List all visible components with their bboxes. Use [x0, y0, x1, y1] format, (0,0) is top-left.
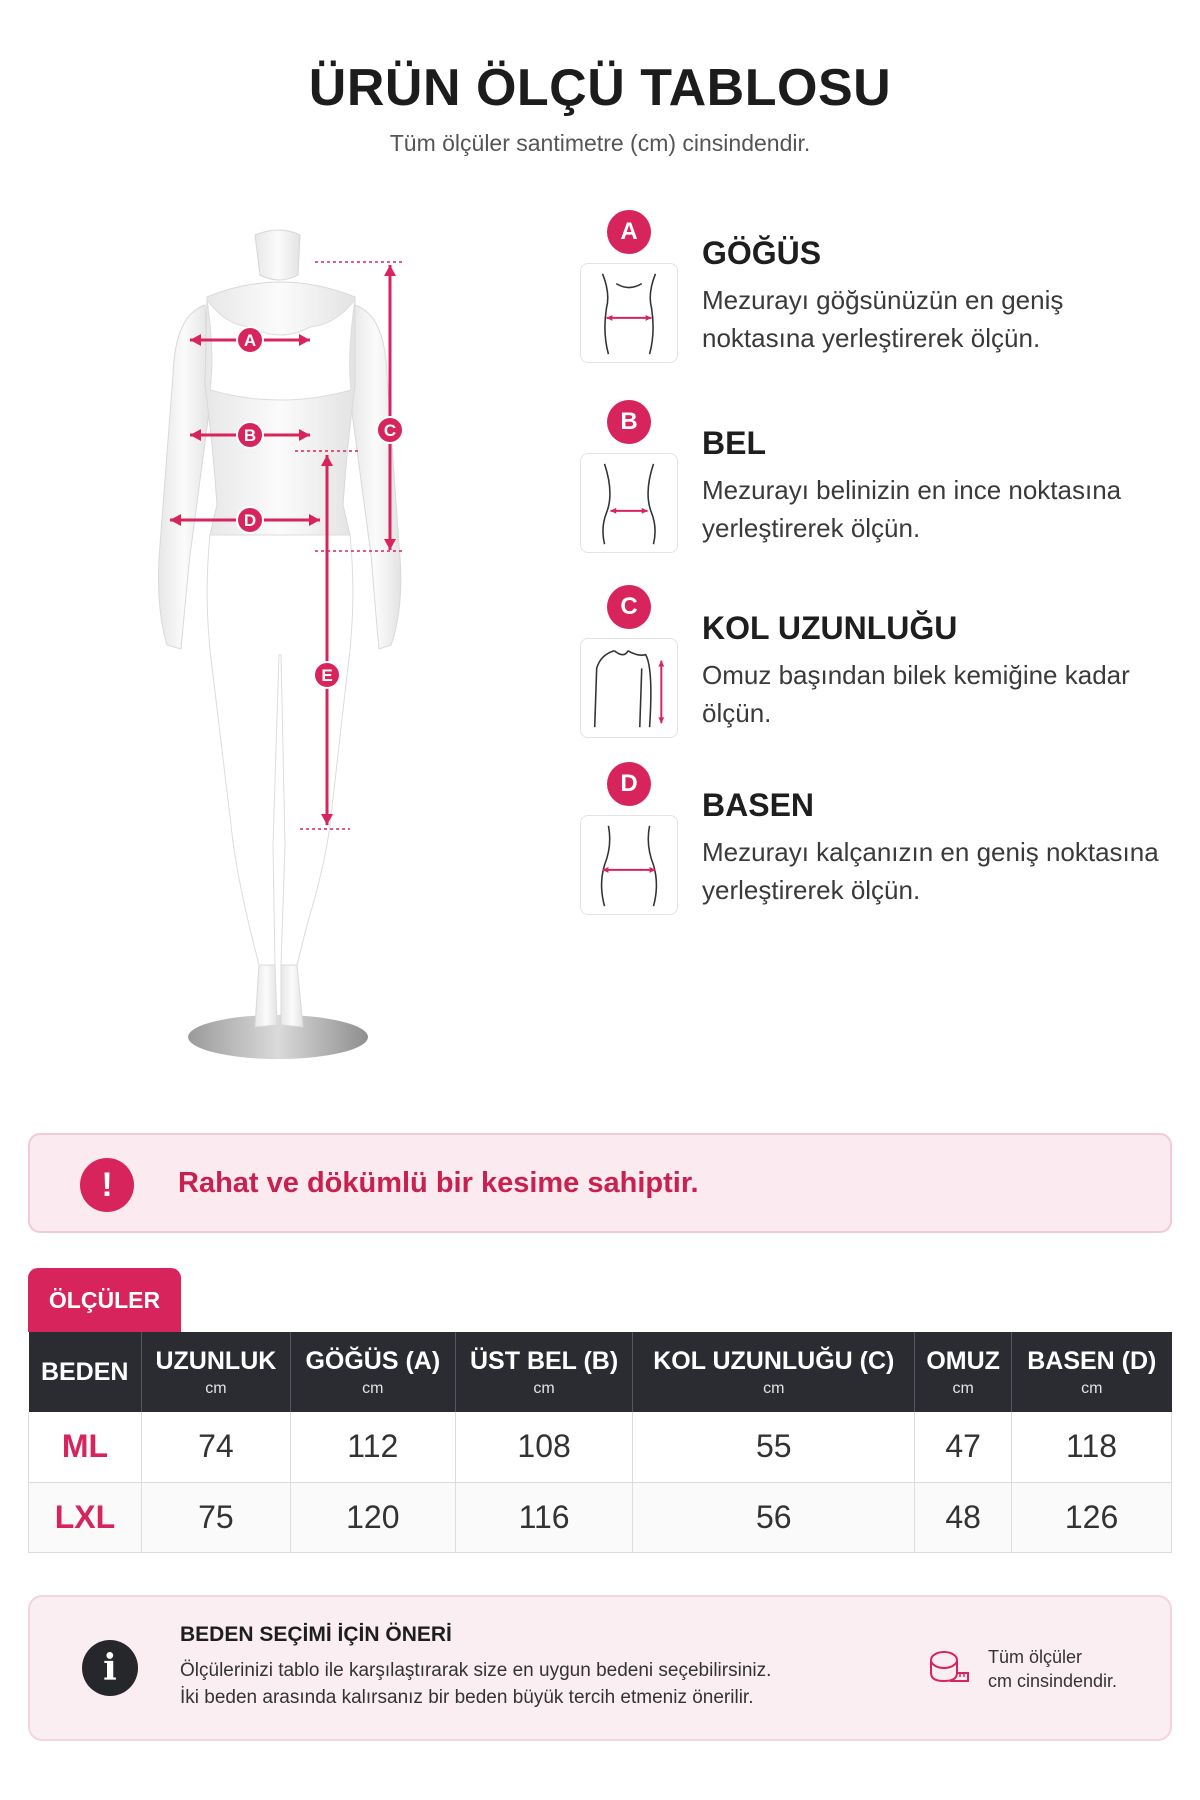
info-icon: i [82, 1640, 138, 1696]
guide-hip [570, 757, 1190, 922]
fit-notice [28, 1133, 1172, 1233]
table-cell: 112 [290, 1412, 455, 1482]
guide-title: BASEN [702, 787, 815, 823]
svg-text:E: E [321, 666, 333, 685]
guide-badge: D [607, 762, 651, 806]
svg-text:C: C [383, 421, 397, 440]
marker-c [377, 417, 403, 443]
hip-measure-icon [580, 815, 678, 915]
page-subtitle: Tüm ölçüler santimetre (cm) cinsindendir. [389, 130, 811, 156]
mannequin-figure [85, 205, 505, 1075]
page-title: ÜRÜN ÖLÇÜ TABLOSU [308, 59, 892, 117]
guide-description: Omuz başından bilek kemiğine kadar ölçün. [702, 660, 1130, 728]
column-header: BASEN (D) cm [1012, 1332, 1172, 1412]
column-header: KOL UZUNLUĞU (C) cm [633, 1332, 915, 1412]
stand-base [188, 1015, 368, 1059]
guide-title: KOL UZUNLUĞU [702, 610, 958, 646]
measurement-guides [570, 205, 1190, 945]
svg-text:B: B [243, 426, 257, 445]
column-header: ÜST BEL (B) cm [455, 1332, 633, 1412]
table-row [29, 1412, 1172, 1482]
table-cell: 116 [455, 1482, 633, 1552]
guide-chest [570, 205, 1190, 370]
table-cell: 120 [290, 1482, 455, 1552]
size-advice-box [28, 1595, 1172, 1741]
sizes-tab: ÖLÇÜLER [28, 1268, 181, 1332]
guide-badge: B [607, 400, 651, 444]
table-cell: 118 [1012, 1412, 1172, 1482]
table-cell: 126 [1012, 1482, 1172, 1552]
guide-description: Mezurayı kalçanızın en geniş noktasına yerleştirerek ölçün. [702, 837, 1159, 905]
marker-d [237, 507, 263, 533]
guide-badge: A [607, 210, 651, 254]
mannequin-illustration [85, 205, 505, 1075]
size-label: LXL [29, 1482, 142, 1552]
advice-side-text: Tüm ölçüler [988, 1647, 1083, 1667]
table-cell: 47 [915, 1412, 1012, 1482]
table-cell: 56 [633, 1482, 915, 1552]
table-cell: 75 [141, 1482, 290, 1552]
table-cell: 48 [915, 1482, 1012, 1552]
guide-description: Mezurayı belinizin en ince noktasına yerleştirerek ölçün. [702, 475, 1122, 543]
notice-text: Rahat ve dökümlü bir kesime sahiptir. [178, 1167, 699, 1199]
column-header: BEDEN [29, 1332, 142, 1412]
guide-badge: C [607, 585, 651, 629]
advice-title: BEDEN SEÇİMİ İÇİN ÖNERİ [180, 1623, 452, 1646]
column-header: OMUZ cm [915, 1332, 1012, 1412]
table-header-row [29, 1332, 1172, 1412]
advice-text-line: Ölçülerinizi tablo ile karşılaştırarak size en uygun bedeni seçebilirsiniz. [180, 1660, 772, 1681]
measuring-tape-icon [928, 1647, 970, 1687]
advice-side-text: cm cinsindendir. [988, 1671, 1118, 1691]
marker-b [237, 422, 263, 448]
waist-measure-icon [580, 453, 678, 553]
advice-text-line: İki beden arasında kalırsanız bir beden büyük tercih etmeniz önerilir. [180, 1687, 754, 1708]
table-row [29, 1482, 1172, 1552]
column-header: GÖĞÜS (A) cm [290, 1332, 455, 1412]
chest-measure-icon [580, 263, 678, 363]
size-table [28, 1332, 1172, 1553]
guide-title: GÖĞÜS [702, 235, 822, 271]
column-header: UZUNLUK cm [141, 1332, 290, 1412]
table-cell: 55 [633, 1412, 915, 1482]
guide-title: BEL [702, 425, 766, 461]
guide-arm-length [570, 580, 1190, 745]
guide-waist [570, 395, 1190, 560]
svg-text:D: D [243, 511, 257, 530]
table-cell: 74 [141, 1412, 290, 1482]
marker-e [314, 662, 340, 688]
exclamation-icon: ! [80, 1158, 134, 1212]
size-label: ML [29, 1412, 142, 1482]
arm-length-measure-icon [580, 638, 678, 738]
guide-description: Mezurayı göğsünüzün en geniş noktasına yerleştirerek ölçün. [702, 285, 1064, 353]
table-cell: 108 [455, 1412, 633, 1482]
svg-text:A: A [243, 331, 257, 350]
marker-a [237, 327, 263, 353]
